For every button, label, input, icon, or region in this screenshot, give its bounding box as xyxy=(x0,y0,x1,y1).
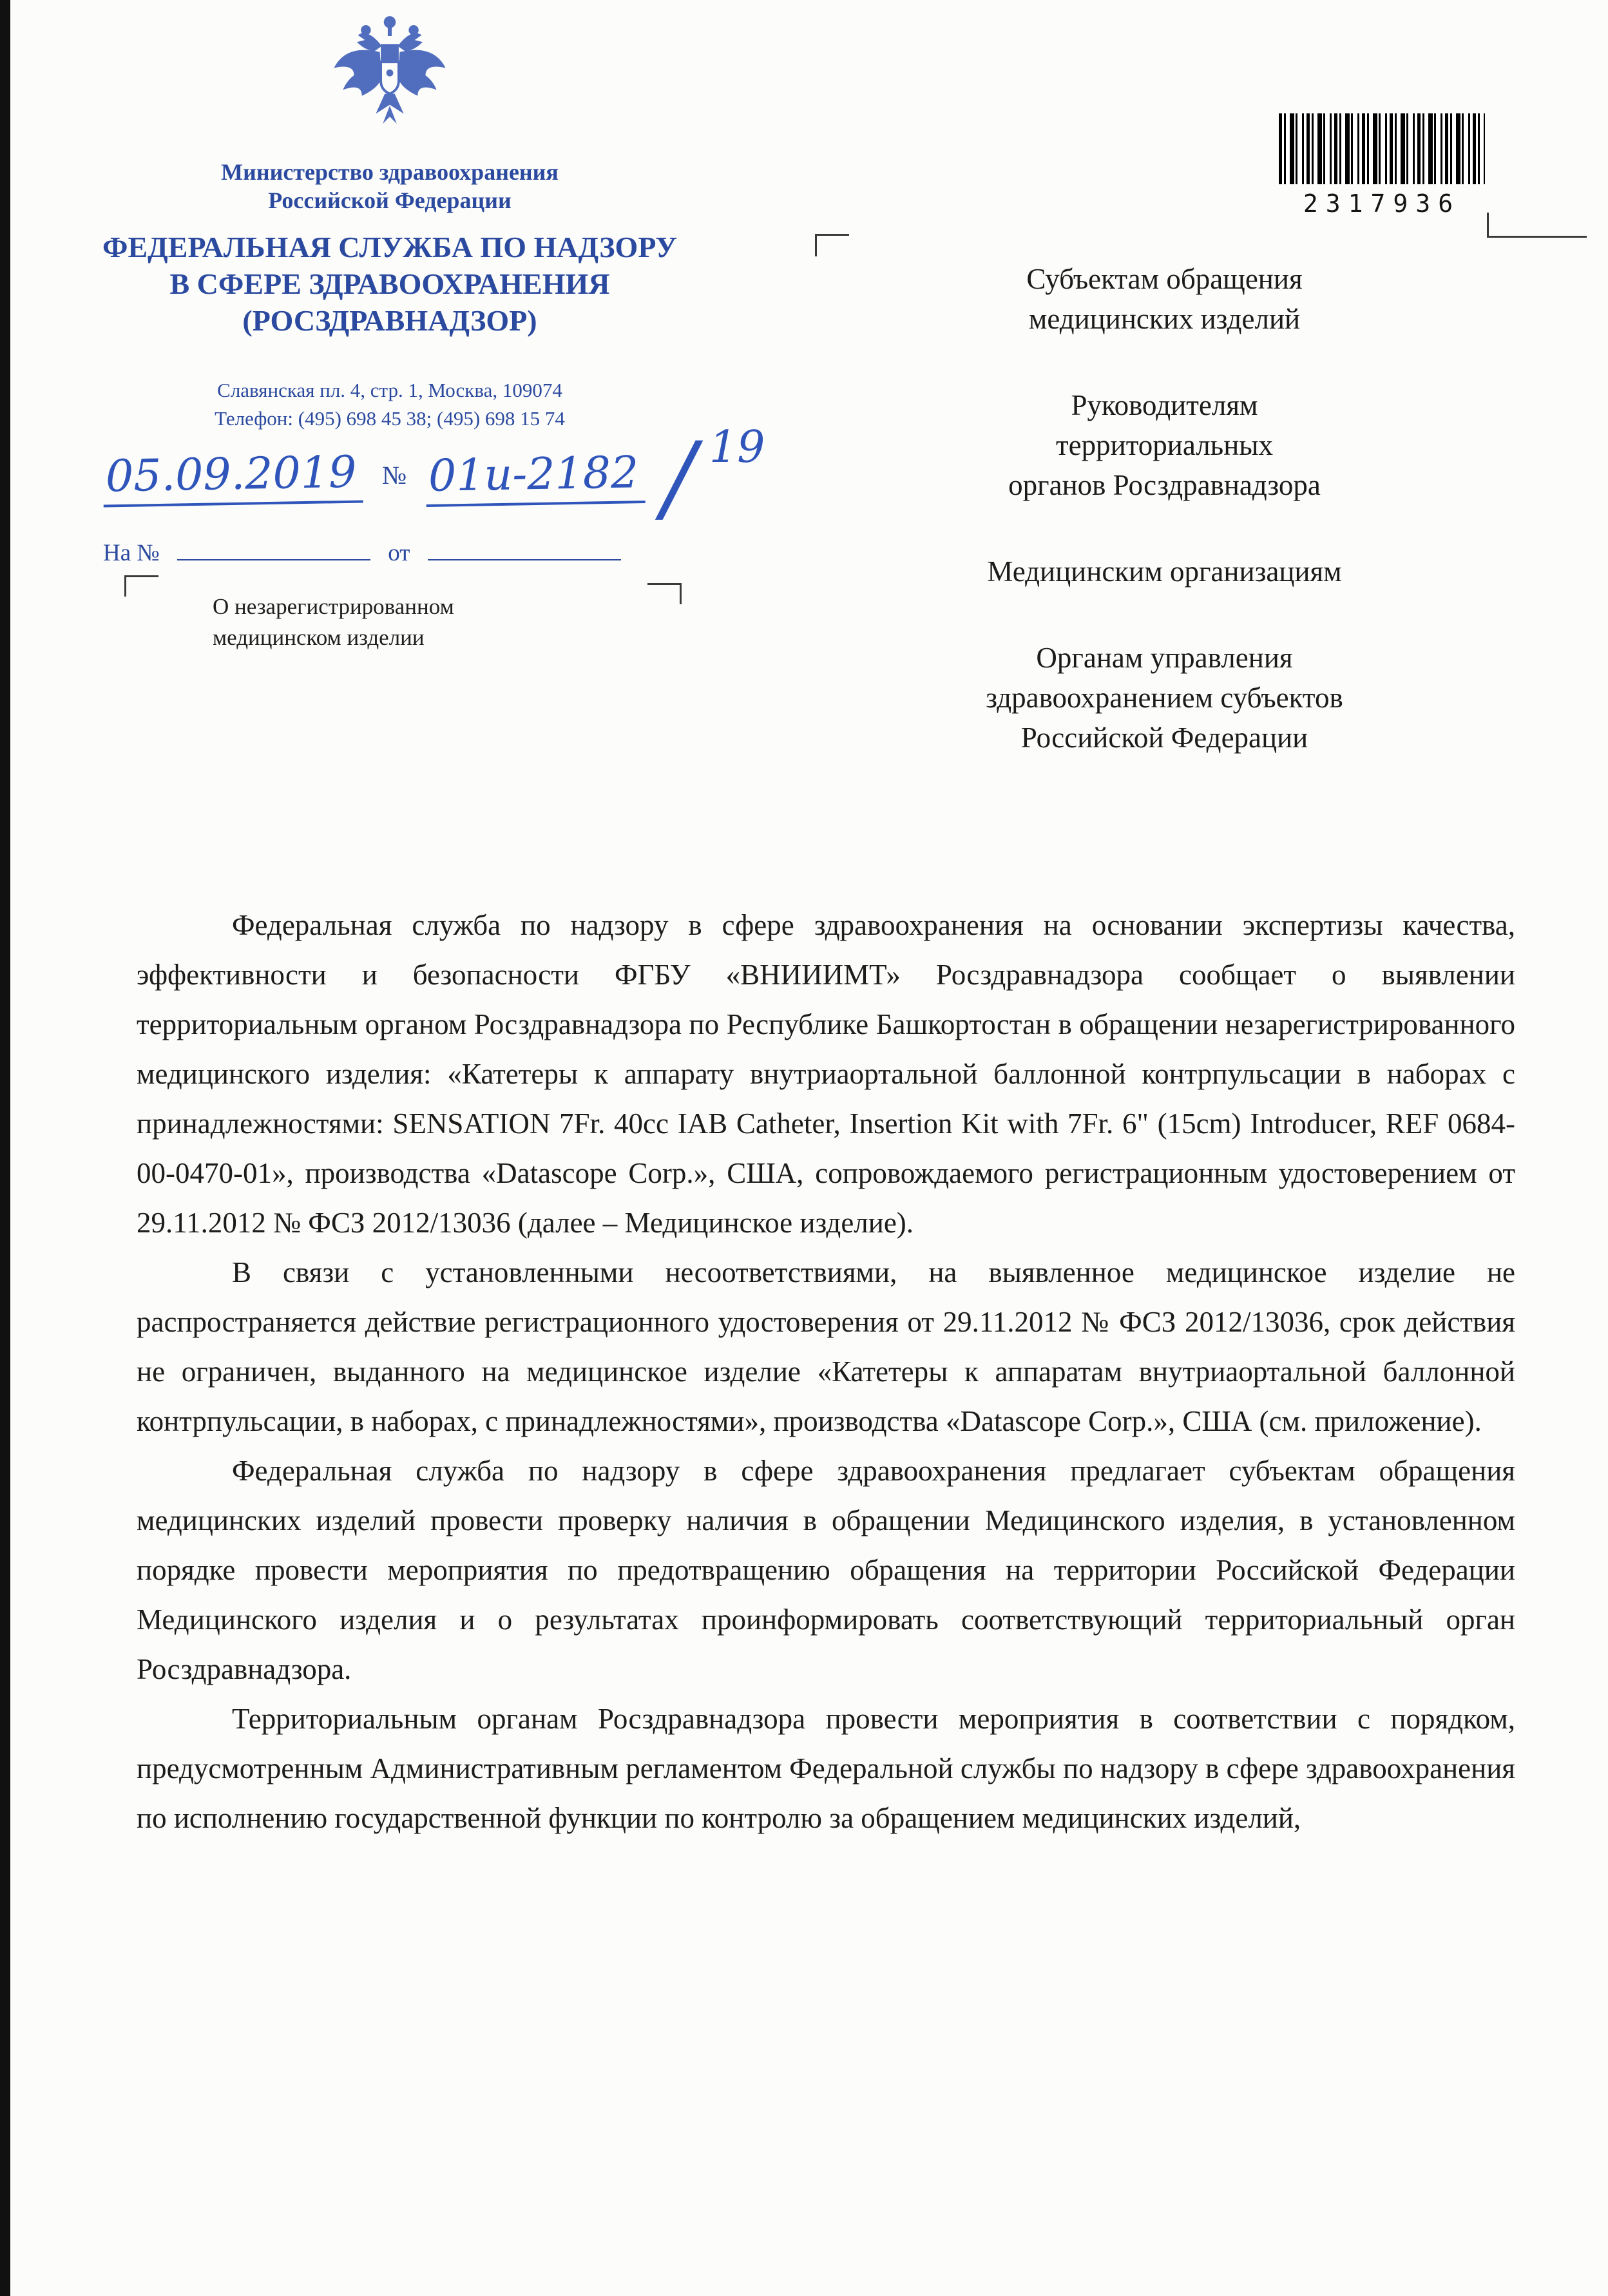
registration-barcode xyxy=(1279,113,1485,218)
addressee-block xyxy=(805,259,1524,339)
letter-body xyxy=(137,901,1515,1843)
body-paragraph: Федеральная служба по надзору в сфере здравоохранения на основании экспертизы качества, эффективности и безопасности ФГБУ «ВНИИИМТ» Росздравнадзора сообщает о выявлении территориальным органом Росздравнадзора по Республике Башкортостан в обращении незарегистрированного медицинского изделия: «Катетеры к аппарату внутриаортальной баллонной контрпульсации в наборах с принадлежностями: SENSATION 7Fr. 40cc IAB Catheter, Insertion Kit with 7Fr. 6" (15cm) Introducer, REF 0684-00-0470-01», производства «Datascope Corp.», США, сопровождаемого регистрационным удостоверением от 29.11.2012 № ФСЗ 2012/13036 (далее – Медицинское изделие). xyxy=(137,909,1515,1239)
service-name xyxy=(90,229,689,339)
service-line: (РОСЗДРАВНАДЗОР) xyxy=(242,304,537,337)
addressee-line: здравоохранением субъектов xyxy=(986,682,1343,714)
number-sign: № xyxy=(381,461,407,490)
addressee-line: Руководителям xyxy=(1071,389,1258,421)
address-line: Славянская пл. 4, стр. 1, Москва, 109074 xyxy=(217,379,562,401)
letterhead xyxy=(90,14,689,433)
phone-line: Телефон: (495) 698 45 38; (495) 698 15 74 xyxy=(215,407,565,430)
addressee-line: Органам управления xyxy=(1036,642,1293,674)
reference-label-ot: от xyxy=(388,540,410,566)
corner-mark xyxy=(647,583,682,604)
subject-line: О незарегистрированном xyxy=(213,594,454,619)
addressee-line: Субъектам обращения xyxy=(1026,263,1303,295)
ministry-line: Российской Федерации xyxy=(268,187,512,213)
handwritten-number: 01и-2182 xyxy=(425,447,646,507)
addressee-line: Российской Федерации xyxy=(1020,722,1308,754)
corner-mark xyxy=(815,234,849,256)
addressee-block xyxy=(805,638,1524,758)
corner-mark xyxy=(1487,213,1587,238)
addressee-line: медицинских изделий xyxy=(1028,303,1301,335)
barcode-number: 2317936 xyxy=(1303,189,1461,218)
reference-number-blank xyxy=(177,536,370,560)
addressee-block xyxy=(805,551,1524,591)
service-line: В СФЕРЕ ЗДРАВООХРАНЕНИЯ xyxy=(169,267,610,300)
addressee-line: Медицинским организациям xyxy=(987,555,1342,588)
subject-line: медицинском изделии xyxy=(213,625,425,650)
handwritten-outgoing-number: 05.09.2019 № 01и-2182 / 19 xyxy=(103,422,747,505)
coat-of-arms-icon xyxy=(330,14,450,149)
handwritten-year-suffix: 19 xyxy=(709,422,765,473)
subject-block xyxy=(213,591,454,653)
reference-label-na: На № xyxy=(103,540,160,566)
reference-line xyxy=(103,536,633,567)
addressee-block xyxy=(805,385,1524,505)
ministry-name xyxy=(90,158,689,215)
handwritten-date: 05.09.2019 xyxy=(102,446,363,507)
body-paragraph: В связи с установленными несоответствиями, на выявленное медицинское изделие не распространяется действие регистрационного удостоверения от 29.11.2012 № ФСЗ 2012/13036, срок действия не ограничен, выданного на медицинское изделие «Катетеры к аппаратам внутриаортальной баллонной контрпульсации, в наборах, с принадлежностями», производства «Datascope Corp.», США (см. приложение). xyxy=(137,1256,1515,1437)
addressee-line: территориальных xyxy=(1055,429,1274,461)
scan-edge-artifact xyxy=(0,0,10,2296)
ministry-line: Министерство здравоохранения xyxy=(221,159,559,185)
barcode-bars-icon xyxy=(1279,113,1485,184)
addressee-line: органов Росздравнадзора xyxy=(1008,469,1321,501)
addressee-list xyxy=(805,259,1524,758)
body-paragraph: Федеральная служба по надзору в сфере здравоохранения предлагает субъектам обращения медицинских изделий провести проверку наличия в обращении Медицинского изделия, в установленном порядке провести мероприятия по предотвращению обращения на территории Российской Федерации Медицинского изделия и о результатах проинформировать соответствующий территориальный орган Росздравнадзора. xyxy=(137,1455,1515,1685)
body-paragraph: Территориальным органам Росздравнадзора провести мероприятия в соответствии с порядком, предусмотренным Административным регламентом Федеральной службы по надзору в сфере здравоохранения по исполнению государственной функции по контролю за обращением медицинских изделий, xyxy=(137,1703,1515,1834)
reference-date-blank xyxy=(428,536,621,560)
service-line: ФЕДЕРАЛЬНАЯ СЛУЖБА ПО НАДЗОРУ xyxy=(102,231,678,263)
corner-mark xyxy=(124,575,158,597)
